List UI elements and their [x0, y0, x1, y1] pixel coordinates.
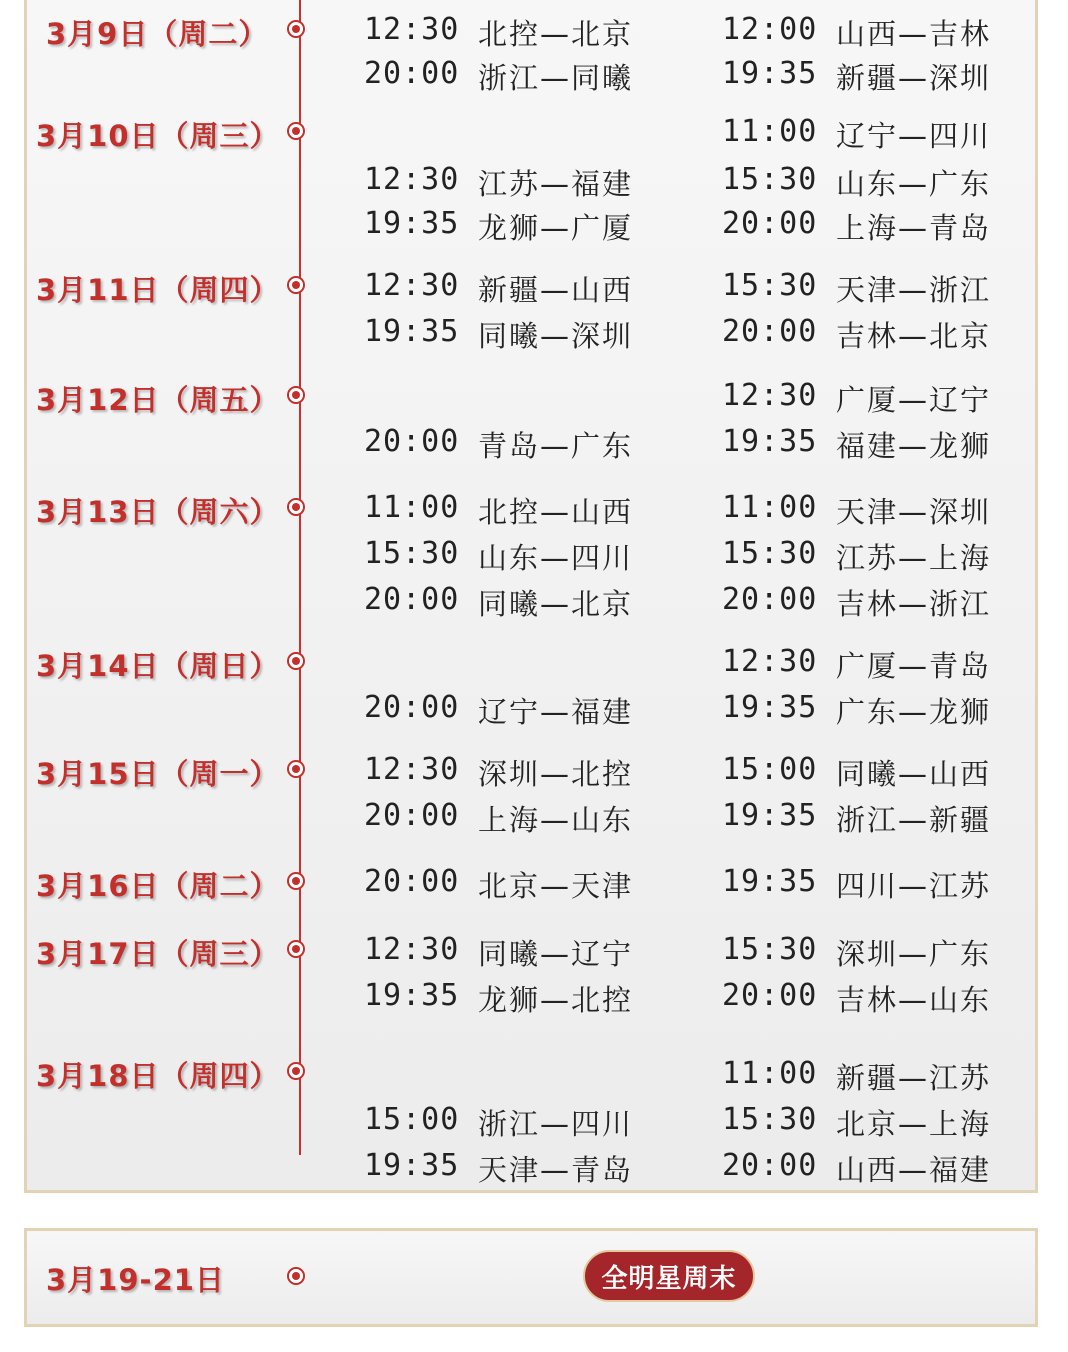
game-time: 20:00: [364, 690, 460, 725]
game-matchup: 广厦—辽宁: [836, 383, 992, 417]
game-time: 19:35: [722, 56, 818, 91]
game-matchup: 广厦—青岛: [836, 649, 992, 683]
game-time: 20:00: [364, 582, 460, 617]
timeline-dot-icon: [287, 122, 305, 140]
day-date: 3月16日（周二）: [36, 869, 280, 903]
game-time: 19:35: [364, 206, 460, 241]
timeline-dot-icon: [287, 276, 305, 294]
day-date: 3月13日（周六）: [36, 495, 280, 529]
game-time: 19:35: [722, 690, 818, 725]
day-date: 3月17日（周三）: [36, 937, 280, 971]
timeline-dot-icon: [287, 498, 305, 516]
game-matchup: 新疆—山西: [478, 273, 634, 307]
game-time: 15:00: [364, 1102, 460, 1137]
game-matchup: 吉林—北京: [836, 319, 992, 353]
game-matchup: 天津—青岛: [478, 1153, 634, 1187]
timeline-dot-icon: [287, 760, 305, 778]
game-matchup: 深圳—广东: [836, 937, 992, 971]
timeline-dot-icon: [287, 940, 305, 958]
game-matchup: 辽宁—福建: [478, 695, 634, 729]
game-time: 15:00: [722, 752, 818, 787]
game-matchup: 浙江—四川: [478, 1107, 634, 1141]
game-matchup: 浙江—同曦: [478, 61, 634, 95]
game-matchup: 山西—福建: [836, 1153, 992, 1187]
game-matchup: 吉林—浙江: [836, 587, 992, 621]
day-date: 3月15日（周一）: [36, 757, 280, 791]
game-matchup: 四川—江苏: [836, 869, 992, 903]
game-matchup: 同曦—北京: [478, 587, 634, 621]
game-matchup: 同曦—辽宁: [478, 937, 634, 971]
game-time: 19:35: [722, 424, 818, 459]
game-matchup: 山东—广东: [836, 167, 992, 201]
timeline-dot-icon: [287, 1062, 305, 1080]
game-time: 20:00: [722, 206, 818, 241]
game-matchup: 福建—龙狮: [836, 429, 992, 463]
timeline-dot-icon: [287, 1267, 305, 1285]
game-matchup: 江苏—上海: [836, 541, 992, 575]
game-time: 11:00: [722, 114, 818, 149]
game-matchup: 江苏—福建: [478, 167, 634, 201]
game-matchup: 深圳—北控: [478, 757, 634, 791]
game-matchup: 天津—深圳: [836, 495, 992, 529]
timeline-dot-icon: [287, 386, 305, 404]
game-matchup: 浙江—新疆: [836, 803, 992, 837]
timeline-dot-icon: [287, 872, 305, 890]
day-date: 3月18日（周四）: [36, 1059, 280, 1093]
game-matchup: 天津—浙江: [836, 273, 992, 307]
game-matchup: 新疆—深圳: [836, 61, 992, 95]
game-matchup: 龙狮—北控: [478, 983, 634, 1017]
game-matchup: 山西—吉林: [836, 17, 992, 51]
game-matchup: 同曦—深圳: [478, 319, 634, 353]
game-time: 20:00: [364, 424, 460, 459]
game-time: 19:35: [364, 978, 460, 1013]
game-matchup: 北控—山西: [478, 495, 634, 529]
game-time: 12:30: [364, 752, 460, 787]
game-time: 12:30: [364, 162, 460, 197]
day-date: 3月14日（周日）: [36, 649, 280, 683]
game-matchup: 吉林—山东: [836, 983, 992, 1017]
game-time: 12:30: [364, 268, 460, 303]
game-time: 15:30: [722, 162, 818, 197]
game-time: 20:00: [722, 582, 818, 617]
game-time: 12:30: [722, 644, 818, 679]
game-time: 11:00: [364, 490, 460, 525]
game-matchup: 龙狮—广厦: [478, 211, 634, 245]
game-time: 15:30: [722, 268, 818, 303]
day-date: 3月12日（周五）: [36, 383, 280, 417]
game-time: 12:30: [722, 378, 818, 413]
game-matchup: 北控—北京: [478, 17, 634, 51]
game-time: 15:30: [364, 536, 460, 571]
game-time: 20:00: [722, 978, 818, 1013]
game-matchup: 北京—天津: [478, 869, 634, 903]
game-time: 19:35: [364, 1148, 460, 1183]
game-time: 15:30: [722, 932, 818, 967]
game-time: 12:00: [722, 12, 818, 47]
timeline-dot-icon: [287, 652, 305, 670]
game-time: 19:35: [722, 864, 818, 899]
game-matchup: 辽宁—四川: [836, 119, 992, 153]
game-time: 11:00: [722, 1056, 818, 1091]
allstar-date: 3月19-21日: [46, 1263, 225, 1297]
day-date: 3月11日（周四）: [36, 273, 280, 307]
game-time: 19:35: [364, 314, 460, 349]
game-time: 15:30: [722, 536, 818, 571]
day-date: 3月10日（周三）: [36, 119, 280, 153]
game-time: 20:00: [364, 798, 460, 833]
game-time: 15:30: [722, 1102, 818, 1137]
game-matchup: 青岛—广东: [478, 429, 634, 463]
game-matchup: 上海—山东: [478, 803, 634, 837]
game-matchup: 广东—龙狮: [836, 695, 992, 729]
game-time: 11:00: [722, 490, 818, 525]
game-time: 20:00: [364, 864, 460, 899]
timeline-dot-icon: [287, 20, 305, 38]
game-time: 20:00: [364, 56, 460, 91]
game-matchup: 山东—四川: [478, 541, 634, 575]
game-time: 20:00: [722, 1148, 818, 1183]
game-time: 12:30: [364, 12, 460, 47]
allstar-weekend-badge: 全明星周末: [583, 1250, 755, 1302]
game-time: 19:35: [722, 798, 818, 833]
game-matchup: 上海—青岛: [836, 211, 992, 245]
game-time: 12:30: [364, 932, 460, 967]
game-time: 20:00: [722, 314, 818, 349]
timeline-line: [299, 0, 301, 1155]
game-matchup: 北京—上海: [836, 1107, 992, 1141]
game-matchup: 同曦—山西: [836, 757, 992, 791]
game-matchup: 新疆—江苏: [836, 1061, 992, 1095]
day-date: 3月9日（周二）: [46, 17, 269, 51]
